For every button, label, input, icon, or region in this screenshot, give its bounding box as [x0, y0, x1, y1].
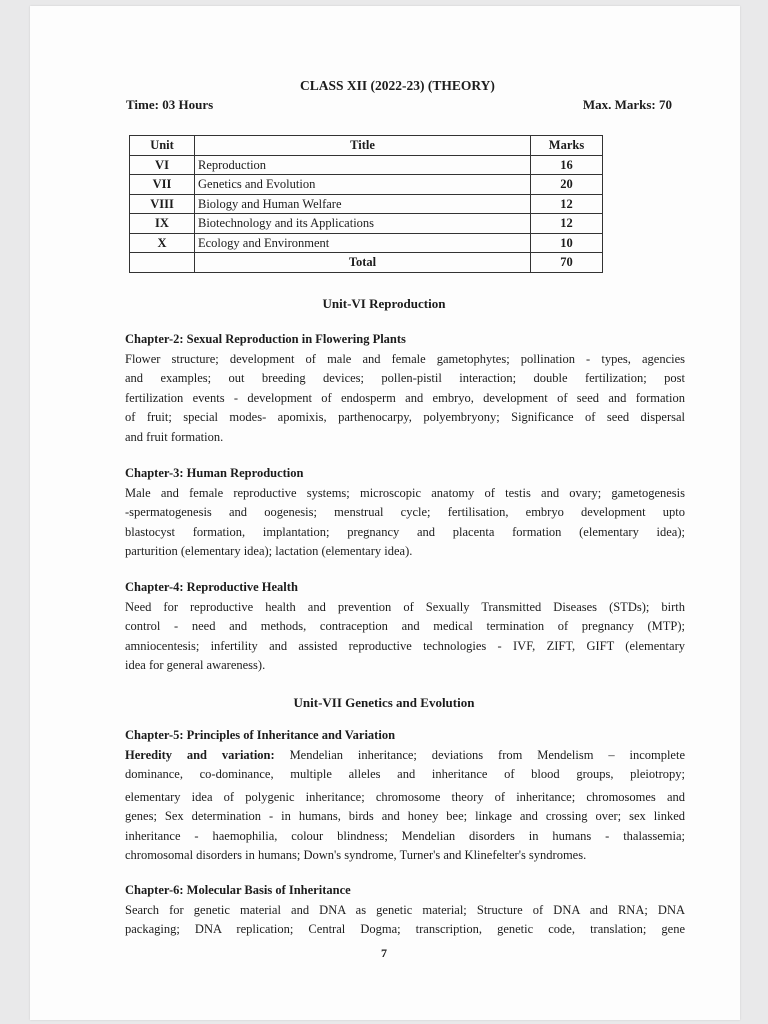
- unit-cell: VII: [130, 175, 195, 195]
- table-row: [130, 155, 603, 175]
- paragraph-line: idea for general awareness).: [125, 658, 266, 672]
- title-cell: Biotechnology and its Applications: [195, 214, 531, 234]
- table-row: [130, 175, 603, 195]
- paragraph-line: and examples; out breeding devices; pollen-pistil interaction; double fertilization; post: [125, 371, 685, 385]
- unit-heading: Unit-VII Genetics and Evolution: [293, 695, 475, 710]
- chapter-title: Chapter-2: Sexual Reproduction in Flowering Plants: [125, 332, 406, 346]
- chapter-section: [125, 330, 685, 447]
- chapter-title: Chapter-6: Molecular Basis of Inheritance: [125, 883, 351, 897]
- lead-term: Heredity and variation:: [125, 747, 275, 762]
- header-unit: Unit: [130, 136, 195, 156]
- header-title: Title: [195, 136, 531, 156]
- time-label: Time: 03 Hours: [126, 97, 214, 112]
- title-cell: Biology and Human Welfare: [195, 194, 531, 214]
- paragraph-line: parturition (elementary idea); lactation (elementary idea).: [125, 544, 413, 558]
- unit-heading: Unit-VI Reproduction: [322, 296, 446, 311]
- paragraph-line: Flower structure; development of male and female gametophytes; pollination - types, agencies: [125, 351, 685, 366]
- chapter-section: [125, 726, 685, 866]
- header-marks: Marks: [531, 136, 603, 156]
- paragraph-line: genes; Sex determination - in humans, birds and honey bee; linkage and crossing over; sex linked: [125, 809, 685, 823]
- unit-cell: IX: [130, 214, 195, 234]
- lead-text: Mendelian inheritance; deviations from Mendelism – incomplete: [289, 747, 686, 762]
- title-cell: Ecology and Environment: [195, 233, 531, 253]
- table-header-row: [130, 136, 603, 156]
- paragraph-line: Male and female reproductive systems; microscopic anatomy of testis and ovary; gametogenesis: [125, 485, 685, 500]
- paragraph-line: Need for reproductive health and prevention of Sexually Transmitted Diseases (STDs); birth: [125, 599, 685, 614]
- unit-cell: VI: [130, 155, 195, 175]
- empty-cell: [130, 253, 195, 273]
- paragraph-line: of fruit; special modes- apomixis, parthenocarpy, polyembryony; Significance of seed dispersal: [125, 410, 685, 424]
- paragraph-line: chromosomal disorders in humans; Down's syndrome, Turner's and Klinefelter's syndromes.: [125, 848, 587, 862]
- table-row: [130, 194, 603, 214]
- total-marks: 70: [531, 253, 603, 273]
- paragraph-line: [125, 746, 685, 766]
- paragraph-line: fertilization events - development of endosperm and embryo, development of seed and formation: [125, 390, 685, 405]
- paragraph-line: elementary idea of polygenic inheritance; chromosome theory of inheritance; chromosomes and: [125, 789, 685, 804]
- marks-cell: 12: [531, 214, 603, 234]
- unit-cell: X: [130, 233, 195, 253]
- marks-cell: 12: [531, 194, 603, 214]
- paragraph-line: Search for genetic material and DNA as genetic material; Structure of DNA and RNA; DNA: [125, 902, 685, 917]
- paragraph-line: -spermatogenesis and oogenesis; menstrual cycle; fertilisation, embryo development upto: [125, 505, 685, 519]
- chapter-section: [125, 881, 685, 940]
- marks-cell: 10: [531, 233, 603, 253]
- page-number: 7: [381, 946, 387, 960]
- marks-cell: 16: [531, 155, 603, 175]
- paragraph-line: dominance, co-dominance, multiple alleles and inheritance of blood groups, pleiotropy;: [125, 767, 685, 781]
- table-row: [130, 214, 603, 234]
- paragraph-line: amniocentesis; infertility and assisted reproductive technologies - IVF, ZIFT, GIFT (elementary: [125, 638, 685, 653]
- paragraph-line: packaging; DNA replication; Central Dogma; transcription, genetic code, translation; gene: [125, 922, 685, 936]
- total-label: Total: [195, 253, 531, 273]
- units-table: [129, 135, 603, 273]
- chapter-section: [125, 464, 685, 562]
- paragraph-line: blastocyst formation, implantation; pregnancy and placenta formation (elementary idea);: [125, 524, 685, 539]
- marks-cell: 20: [531, 175, 603, 195]
- chapter-title: Chapter-5: Principles of Inheritance and Variation: [125, 728, 396, 742]
- table-row: [130, 233, 603, 253]
- unit-cell: VIII: [130, 194, 195, 214]
- max-marks-label: Max. Marks: 70: [582, 97, 672, 112]
- title-cell: Reproduction: [195, 155, 531, 175]
- chapter-title: Chapter-4: Reproductive Health: [125, 580, 298, 594]
- chapter-section: [125, 578, 685, 676]
- paragraph-line: inheritance - haemophilia, colour blindness; Mendelian disorders in humans - thalassemia;: [125, 828, 685, 843]
- chapter-title: Chapter-3: Human Reproduction: [125, 466, 304, 480]
- class-title: CLASS XII (2022-23) (THEORY): [300, 78, 495, 93]
- title-cell: Genetics and Evolution: [195, 175, 531, 195]
- paragraph-line: and fruit formation.: [125, 429, 224, 444]
- table-total-row: [130, 253, 603, 273]
- paragraph-line: control - need and methods, contraception and medical termination of pregnancy (MTP);: [125, 619, 685, 633]
